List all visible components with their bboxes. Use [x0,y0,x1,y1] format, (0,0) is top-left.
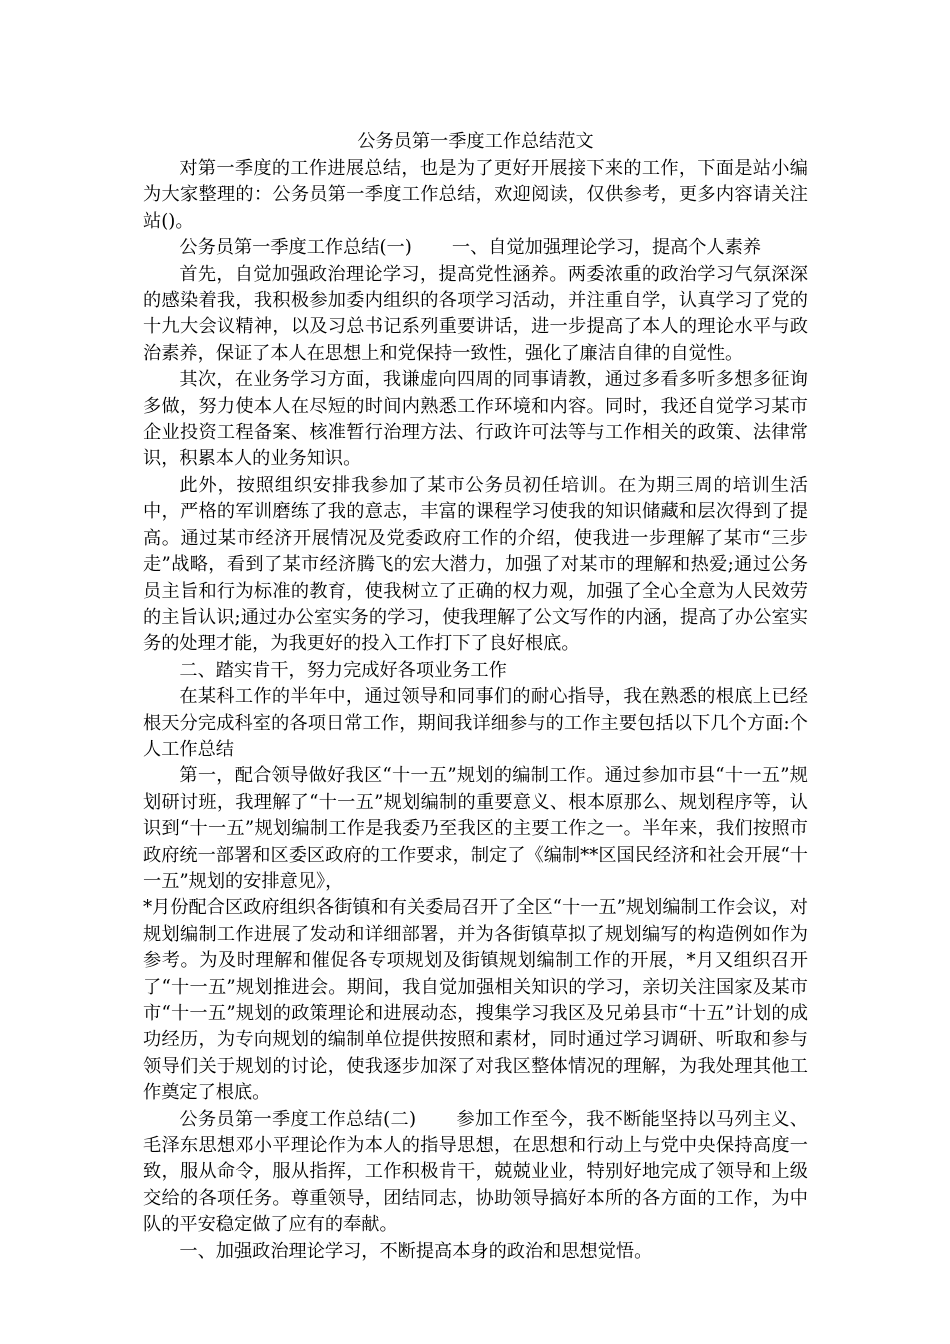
intro-paragraph: 对第一季度的工作进展总结，也是为了更好开展接下来的工作，下面是站小编为大家整理的：公务员第一季度工作总结，欢迎阅读，仅供参考，更多内容请关注站()。 [143,158,808,232]
heading-political-theory: 一、加强政治理论学习，不断提高本身的政治和思想觉悟。 [179,1240,653,1262]
paragraph-business-study: 其次，在业务学习方面，我谦虚向四周的同事请教，通过多看多听多想多征询多做，努力使本人在尽短的时间内熟悉工作环境和内容。同时，我还自觉学习某市企业投资工程备案、核准暂行治理方法、行政许可法等与工作相关的政策、法律常识，积累本人的业务知识。 [143,369,808,470]
section2-first-paragraph: 参加工作至今，我不断能坚持以马列主义、毛泽东思想邓小平理论作为本人的指导思想，在思想和行动上与党中央保持高度一致，服从命令，服从指挥，工作积极肯干，兢兢业业，特别好地完成了领导和上级交给的各项任务。尊重领导，团结同志，协助领导搞好本所的各方面的工作，为中队的平安稳定做了应有的奉献。 [143,1108,808,1236]
paragraph-political-study: 首先，自觉加强政治理论学习，提高党性涵养。两委浓重的政治学习气氛深深的感染着我，我积极参加委内组织的各项学习活动，并注重自学，认真学习了党的十九大会议精神，以及习总书记系列重要讲话，进一步提高了本人的理论水平与政治素养，保证了本人在思想上和党保持一致性，强化了廉洁自律的自觉性。 [143,263,808,364]
paragraph-plan-meetings: *月份配合区政府组织各街镇和有关委局召开了全区“十一五”规划编制工作会议，对规划编制工作进展了发动和详细部署，并为各街镇草拟了规划编写的构造例如作为参考。为及时理解和催促各专项规划及街镇规划编制工作的开展，*月又组织召开了“十一五”规划推进会。期间，我自觉加强相关知识的学习，亲切关注国家及某市市“十一五”规划的政策理论和进展动态，搜集学习我区及兄弟县市“十五”计划的成功经历，为专向规划的编制单位提供按照和素材，同时通过学习调研、听取和参与领导们关于规划的讨论，使我逐步加深了对我区整体情况的理解，为我处理其他工作奠定了根底。 [143,897,808,1104]
heading-business-work: 二、踏实肯干，努力完成好各项业务工作 [179,659,507,681]
paragraph-training: 此外，按照组织安排我参加了某市公务员初任培训。在为期三周的培训生活中，严格的军训磨练了我的意志，丰富的课程学习使我的知识储藏和层次得到了提高。通过某市经济开展情况及党委政府工作的介绍，使我进一步理解了某市“三步走”战略，看到了某市经济腾飞的宏大潜力，加强了对某市的理解和热爱;通过公务员主旨和行为标准的教育，使我树立了正确的权力观，加强了全心全意为人民效劳的主旨认识;通过办公室实务的学习，使我理解了公文写作的内涵，提高了办公室实务的处理才能，为我更好的投入工作打下了良好根底。 [143,474,808,655]
paragraph-half-year-work: 在某科工作的半年中，通过领导和同事们的耐心指导，我在熟悉的根底上已经根天分完成科室的各项日常工作，期间我详细参与的工作主要包括以下几个方面:个人工作总结 [143,686,808,760]
paragraph-plan-compilation: 第一，配合领导做好我区“十一五”规划的编制工作。通过参加市县“十一五”规划研讨班，我理解了“十一五”规划编制的重要意义、根本原那么、规划程序等，认识到“十一五”规划编制工作是我委乃至我区的主要工作之一。半年来，我们按照市政府统一部署和区委区政府的工作要求，制定了《编制**区国民经济和社会开展“十一五”规划的安排意见》， [143,765,808,892]
section1-heading: 公务员第一季度工作总结(一) [179,237,412,259]
document-title: 公务员第一季度工作总结范文 [357,131,594,152]
document-page [143,130,808,1265]
section2-heading: 公务员第一季度工作总结(二) [179,1108,417,1130]
section1-first-point: 一、自觉加强理论学习，提高个人素养 [451,237,762,259]
section1-heading-line [143,235,808,261]
section2-heading-line [143,1107,808,1239]
